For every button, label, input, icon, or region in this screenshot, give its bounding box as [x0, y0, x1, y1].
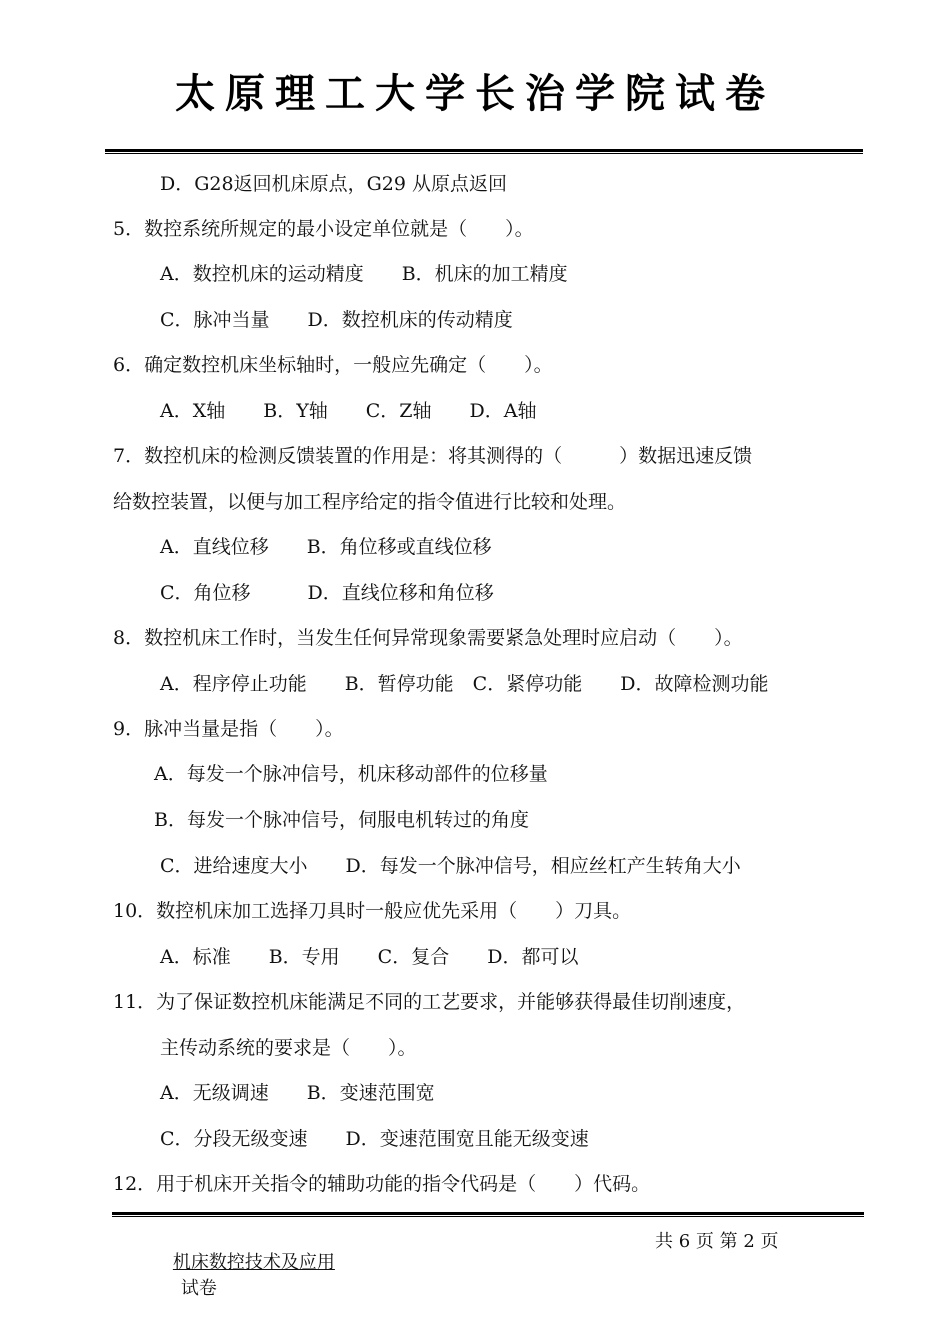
option-line: D．G28返回机床原点，G29 从原点返回 [160, 173, 507, 195]
option-line: A．无级调速 B．变速范围宽 [160, 1082, 435, 1104]
question-line: 7．数控机床的检测反馈装置的作用是：将其测得的（ ）数据迅速反馈 [113, 445, 753, 467]
question-line: 11．为了保证数控机床能满足不同的工艺要求，并能够获得最佳切削速度， [113, 991, 746, 1013]
option-line: A．X轴 B．Y轴 C．Z轴 D．A轴 [160, 400, 537, 422]
option-line: A．数控机床的运动精度 B．机床的加工精度 [160, 263, 568, 285]
option-line: C．脉冲当量 D．数控机床的传动精度 [160, 309, 513, 331]
option-line: A．标准 B．专用 C．复合 D．都可以 [160, 946, 579, 968]
option-line: B．每发一个脉冲信号，伺服电机转过的角度 [154, 809, 529, 831]
page-number: 共 6 页 第 2 页 [655, 1231, 779, 1252]
option-line: C．分段无级变速 D．变速范围宽且能无级变速 [160, 1128, 589, 1150]
page-title: 太原理工大学长治学院试卷 [175, 70, 775, 117]
question-line: 主传动系统的要求是（ ）。 [160, 1037, 417, 1059]
footer-rule [112, 1212, 864, 1217]
question-line: 8．数控机床工作时，当发生任何异常现象需要紧急处理时应启动（ ）。 [113, 627, 743, 649]
question-line: 9．脉冲当量是指（ ）。 [113, 718, 344, 740]
question-line: 12．用于机床开关指令的辅助功能的指令代码是（ ）代码。 [113, 1173, 651, 1195]
option-line: A．直线位移 B．角位移或直线位移 [160, 536, 492, 558]
option-line: A．程序停止功能 B．暂停功能 C．紧停功能 D．故障检测功能 [160, 673, 769, 695]
header-rule [105, 149, 863, 154]
exam-suffix: 试卷 [180, 1278, 217, 1299]
option-line: C．进给速度大小 D．每发一个脉冲信号，相应丝杠产生转角大小 [160, 855, 741, 877]
question-line: 给数控装置，以便与加工程序给定的指令值进行比较和处理。 [113, 491, 627, 513]
question-line: 10．数控机床加工选择刀具时一般应优先采用（ ）刀具。 [113, 900, 632, 922]
option-line: A．每发一个脉冲信号，机床移动部件的位移量 [154, 763, 548, 785]
option-line: C．角位移 D．直线位移和角位移 [160, 582, 494, 604]
question-line: 5．数控系统所规定的最小设定单位就是（ ）。 [113, 218, 534, 240]
footer-left [150, 1227, 335, 1321]
question-line: 6．确定数控机床坐标轴时，一般应先确定（ ）。 [113, 354, 553, 376]
course-name: 机床数控技术及应用 [172, 1252, 335, 1273]
